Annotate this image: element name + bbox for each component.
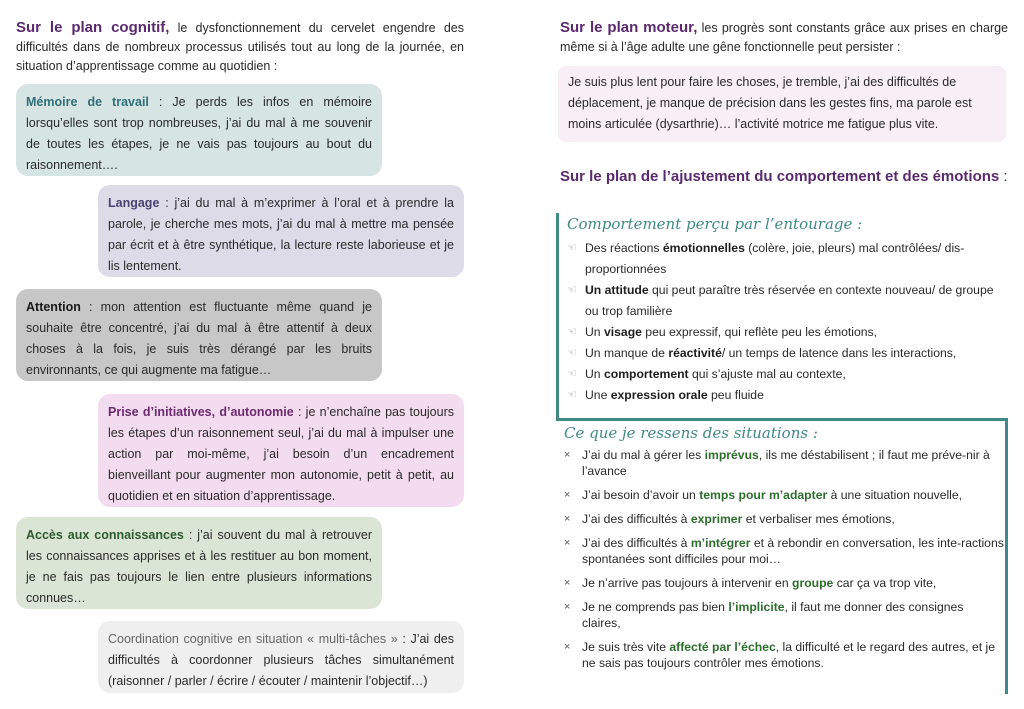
item-post: et à rebondir en conversation, les inte-ractions spontanées sont difficiles pour moi…	[582, 536, 1004, 566]
item-bold: m’intégrer	[690, 536, 751, 550]
item-post: peu fluide	[707, 388, 764, 402]
behavior-heading-colon: :	[999, 168, 1008, 185]
item-pre: Un	[585, 367, 604, 381]
knowledge-box	[16, 517, 382, 609]
item-bold: visage	[603, 325, 642, 339]
item-pre: Je n’arrive pas toujours à intervenir en	[582, 576, 793, 590]
list-item	[564, 575, 1005, 591]
item-bold: Un attitude	[585, 283, 649, 297]
initiative-text: : je n’enchaîne pas toujours les étapes d’un raisonnement seul, j’ai du mal à impulser une action par moi-même, j’ai besoin d’un encadrement bienveillant pour augmenter mon autonomie, petit à petit, au quotidien et en situation d’apprentissage.	[108, 405, 454, 503]
motor-intro-text: les progrès sont constants grâce aux prises en charge même si à l’âge adulte une gêne fonctionnelle peut persister :	[560, 21, 1009, 54]
attention-term: Attention	[26, 300, 81, 314]
item-post: et verbaliser mes émotions,	[742, 512, 895, 526]
coordination-term: Coordination cognitive en situation « multi-tâches »	[108, 632, 398, 646]
pointing-hand-icon: ☜	[567, 284, 577, 296]
item-post: , il faut me donner des consignes claires,	[582, 600, 964, 630]
item-bold: groupe	[792, 576, 834, 590]
item-pre: Je suis très vite	[582, 640, 670, 654]
initiative-box	[98, 394, 464, 507]
list-item	[564, 639, 1005, 671]
pointing-hand-icon: ☜	[567, 368, 577, 380]
language-text: : j’ai du mal à m’exprimer à l’oral et à prendre la parole, je cherche mes mots, j’ai du mal à mettre ma pensée par écrit et à être synthétique, la lecture reste laborieuse et je lis lentement.	[108, 196, 454, 273]
cross-icon: ×	[564, 537, 571, 549]
item-post: qui s’ajuste mal au contexte,	[688, 367, 846, 381]
behavior-heading-text: Sur le plan de l’ajustement du comportement et des émotions	[560, 168, 1000, 185]
language-box	[98, 185, 464, 277]
feelings-title: Ce que je ressens des situations :	[564, 424, 818, 442]
item-pre: J’ai du mal à gérer les	[582, 448, 705, 462]
item-pre: Des réactions	[585, 241, 663, 255]
list-item	[567, 385, 1008, 406]
feelings-section	[556, 420, 1008, 694]
pointing-hand-icon: ☜	[567, 242, 577, 254]
item-pre: J’ai des difficultés à	[582, 536, 691, 550]
pointing-hand-icon: ☜	[567, 347, 577, 359]
pointing-hand-icon: ☜	[567, 389, 577, 401]
motor-box: Je suis plus lent pour faire les choses, je tremble, j’ai des difficultés de déplacement, je manque de précision dans les gestes fins, ma parole est moins articulée (dysarthrie)… l’activité motrice me fatigue plus vite.	[558, 66, 1006, 142]
item-post: (colère, joie, pleurs) mal contrôlées/ dis-proportionnées	[585, 241, 965, 276]
list-item	[567, 364, 1008, 385]
item-pre: Un	[585, 325, 604, 339]
item-bold: comportement	[603, 367, 689, 381]
coordination-text: : J’ai des difficultés à coordonner plusieurs tâches simultanément (raisonner / parler / écrire / écouter / maintenir l’objectif…)	[108, 632, 454, 688]
item-post: qui peut paraître très réservée en contexte nouveau/ de groupe ou trop familière	[585, 283, 994, 318]
knowledge-term: Accès aux connaissances	[26, 528, 184, 542]
list-item	[567, 322, 1008, 343]
initiative-term: Prise d’initiatives, d’autonomie	[108, 405, 294, 419]
motor-intro	[560, 18, 1008, 57]
pointing-hand-icon: ☜	[567, 326, 577, 338]
cognitive-intro-text: le dysfonctionnement du cervelet engendre des difficultés dans de nombreux processus utilisés tout au long de la journée, en situation d’apprentissage comme au quotidien :	[16, 21, 464, 73]
cognitive-intro	[16, 18, 464, 76]
attention-box	[16, 289, 382, 381]
cross-icon: ×	[564, 601, 571, 613]
cross-icon: ×	[564, 513, 571, 525]
item-bold: exprimer	[690, 512, 743, 526]
item-pre: Une	[585, 388, 611, 402]
cross-icon: ×	[564, 577, 571, 589]
attention-text: : mon attention est fluctuante même quand je souhaite être concentré, j’ai du mal à être attentif à deux choses à la fois, je suis très dérangé par les bruits environnants, ce qui augmente ma fatigue…	[26, 300, 372, 377]
memory-term: Mémoire de travail	[26, 95, 149, 109]
list-item	[564, 535, 1005, 567]
item-pre: J’ai besoin d’avoir un	[582, 488, 700, 502]
item-bold: réactivité	[668, 346, 722, 360]
feelings-list	[564, 447, 1005, 671]
item-bold: imprévus	[704, 448, 759, 462]
perceived-behavior-title: Comportement perçu par l’entourage :	[567, 215, 863, 233]
behavior-heading	[560, 166, 1008, 187]
motor-heading: Sur le plan moteur,	[560, 19, 698, 36]
item-pre: J’ai des difficultés à	[582, 512, 691, 526]
list-item	[567, 238, 1008, 280]
item-bold: émotionnelles	[662, 241, 745, 255]
cognitive-heading: Sur le plan cognitif,	[16, 19, 170, 36]
list-item	[564, 447, 1005, 479]
perceived-behavior-list	[567, 238, 1008, 406]
list-item	[564, 599, 1005, 631]
item-post: / un temps de latence dans les interactions,	[721, 346, 957, 360]
item-post: peu expressif, qui reflète peu les émotions,	[641, 325, 878, 339]
perceived-behavior-section	[556, 213, 1008, 421]
cross-icon: ×	[564, 641, 571, 653]
cross-icon: ×	[564, 489, 571, 501]
item-pre: Un manque de	[585, 346, 669, 360]
knowledge-text: : j’ai souvent du mal à retrouver les connaissances apprises et à les restituer au bon moment, je ne fais pas toujours le lien entre plusieurs informations connues…	[26, 528, 372, 605]
language-term: Langage	[108, 196, 160, 210]
item-bold: expression orale	[610, 388, 708, 402]
list-item	[564, 487, 1005, 503]
item-post: , la difficulté et le regard des autres, et je ne sais pas toujours contrôler mes émotions.	[582, 640, 996, 670]
memory-box	[16, 84, 382, 176]
list-item	[564, 511, 1005, 527]
item-pre: Je ne comprends pas bien	[582, 600, 729, 614]
item-post: à une situation nouvelle,	[827, 488, 963, 502]
cross-icon: ×	[564, 449, 571, 461]
item-bold: l’implicite	[728, 600, 785, 614]
list-item	[567, 280, 1008, 322]
right-column	[560, 18, 1009, 670]
memory-text: : Je perds les infos en mémoire lorsqu’elles sont trop nombreuses, j’ai du mal à me souvenir de toutes les étapes, je ne vais pas toujours au bout du raisonnement….	[26, 95, 372, 172]
item-post: , ils me déstabilisent ; il faut me préve-nir à l’avance	[582, 448, 990, 478]
item-bold: temps pour m’adapter	[699, 488, 828, 502]
item-bold: affecté par l’échec	[669, 640, 776, 654]
item-post: car ça va trop vite,	[833, 576, 937, 590]
list-item	[567, 343, 1008, 364]
left-column	[16, 18, 464, 688]
coordination-box	[98, 621, 464, 693]
